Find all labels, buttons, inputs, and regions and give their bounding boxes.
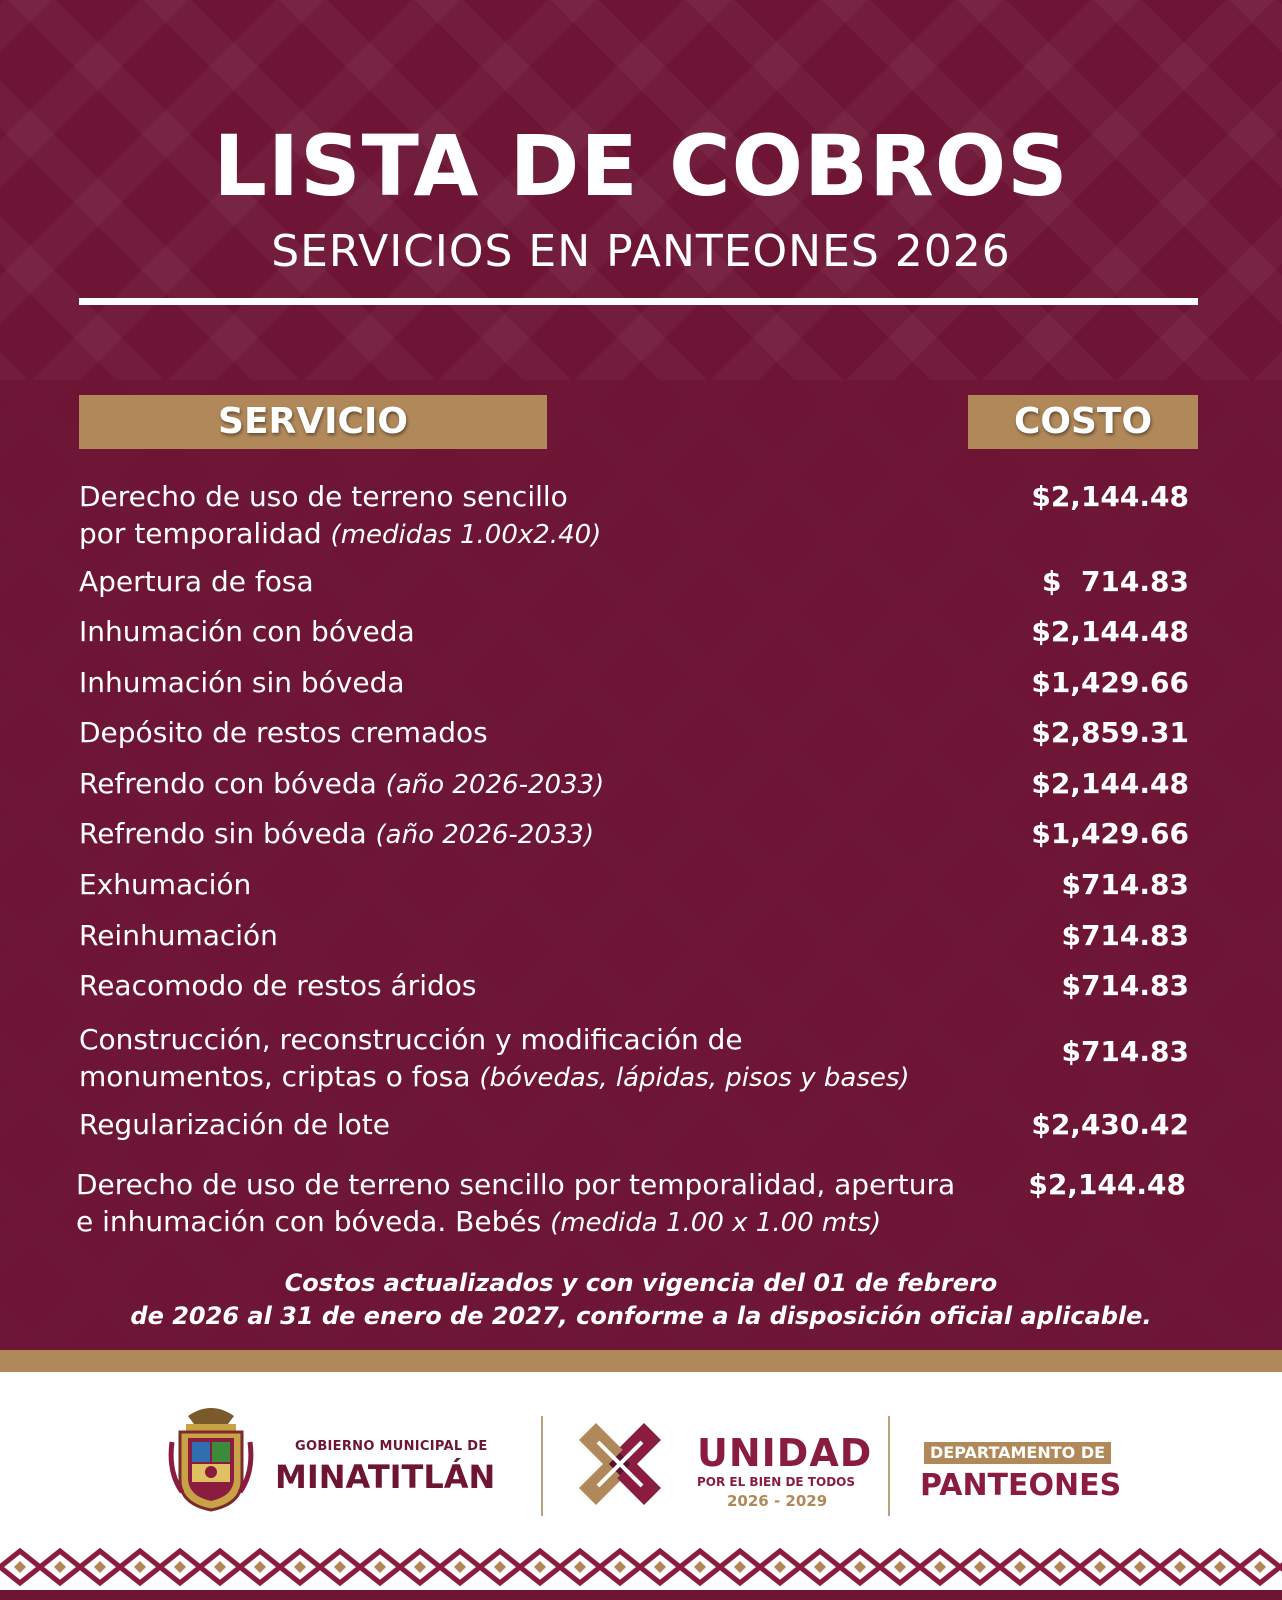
price-cell: $1,429.66 bbox=[1031, 666, 1189, 699]
minatitlan-coat-of-arms-icon bbox=[168, 1402, 254, 1514]
service-cell bbox=[79, 563, 1009, 600]
disclaimer-line2: de 2026 al 31 de enero de 2027, conforme a la disposición oficial aplicable. bbox=[130, 1302, 1152, 1330]
price-cell: $ 714.83 bbox=[1041, 565, 1189, 598]
service-name: Derecho de uso de terreno sencillo bbox=[79, 480, 568, 513]
gov-small-label: GOBIERNO MUNICIPAL DE bbox=[295, 1439, 488, 1454]
service-cell bbox=[79, 967, 1009, 1004]
service-name: Refrendo sin bóveda bbox=[79, 817, 367, 850]
service-name: Reinhumación bbox=[79, 919, 278, 952]
footer-divider bbox=[541, 1416, 543, 1516]
service-note: (medidas 1.00x2.40) bbox=[330, 520, 602, 550]
service-cell bbox=[79, 815, 1009, 854]
unidad-logo-icon bbox=[568, 1412, 672, 1516]
price-cell: $714.83 bbox=[1061, 1035, 1189, 1068]
service-name: Reacomodo de restos áridos bbox=[79, 969, 477, 1002]
service-name: Refrendo con bóveda bbox=[79, 767, 377, 800]
service-note: (año 2026-2033) bbox=[375, 820, 595, 850]
price-cell: $2,430.42 bbox=[1031, 1108, 1189, 1141]
price-cell: $714.83 bbox=[1061, 868, 1189, 901]
department-small-label: DEPARTAMENTO DE bbox=[924, 1442, 1111, 1464]
service-cell bbox=[79, 1106, 1009, 1143]
service-name: Inhumación con bóveda bbox=[79, 615, 415, 648]
price-cell: $2,144.48 bbox=[1031, 615, 1189, 648]
disclaimer bbox=[0, 1267, 1282, 1333]
service-name-line2: por temporalidad bbox=[79, 517, 322, 550]
service-name-line2: e inhumación con bóveda. Bebés bbox=[76, 1205, 542, 1238]
unidad-years: 2026 - 2029 bbox=[727, 1492, 828, 1510]
service-name-line2: monumentos, criptas o fosa bbox=[79, 1060, 471, 1093]
title-divider bbox=[79, 298, 1198, 305]
service-cell bbox=[79, 866, 1009, 903]
unidad-label: UNIDAD bbox=[697, 1431, 873, 1475]
department-big-label: PANTEONES bbox=[920, 1468, 1122, 1503]
price-cell: $714.83 bbox=[1061, 969, 1189, 1002]
page-subtitle: SERVICIOS EN PANTEONES 2026 bbox=[271, 226, 1011, 277]
service-name: Exhumación bbox=[79, 868, 252, 901]
price-cell: $2,144.48 bbox=[1028, 1168, 1186, 1201]
page-title: LISTA DE COBROS bbox=[213, 117, 1069, 215]
service-name: Depósito de restos cremados bbox=[79, 716, 488, 749]
service-cell bbox=[79, 1021, 1009, 1097]
disclaimer-line1: Costos actualizados y con vigencia del 01 de febrero bbox=[284, 1269, 998, 1297]
service-cell bbox=[76, 1166, 1036, 1242]
service-name: Construcción, reconstrucción y modificación de bbox=[79, 1023, 743, 1056]
footer-divider bbox=[888, 1416, 890, 1516]
price-cell: $2,859.31 bbox=[1031, 716, 1189, 749]
service-note: (bóvedas, lápidas, pisos y bases) bbox=[479, 1063, 910, 1093]
price-cell: $714.83 bbox=[1061, 919, 1189, 952]
service-name: Inhumación sin bóveda bbox=[79, 666, 405, 699]
service-name: Regularización de lote bbox=[79, 1108, 390, 1141]
column-header-service: SERVICIO bbox=[79, 395, 547, 449]
price-cell: $2,144.48 bbox=[1031, 767, 1189, 800]
decorative-pattern-border bbox=[0, 1545, 1282, 1590]
service-cell bbox=[79, 478, 1009, 554]
service-cell bbox=[79, 664, 1009, 701]
service-note: (año 2026-2033) bbox=[385, 770, 605, 800]
unidad-sublabel: POR EL BIEN DE TODOS bbox=[697, 1475, 855, 1489]
service-cell bbox=[79, 765, 1009, 804]
gov-big-label: MINATITLÁN bbox=[275, 1458, 496, 1496]
service-cell bbox=[79, 613, 1009, 650]
column-header-cost: COSTO bbox=[968, 395, 1198, 449]
service-note: (medida 1.00 x 1.00 mts) bbox=[550, 1208, 882, 1238]
service-name: Derecho de uso de terreno sencillo por temporalidad, apertura bbox=[76, 1168, 956, 1201]
service-cell bbox=[79, 714, 1009, 751]
service-name: Apertura de fosa bbox=[79, 565, 314, 598]
price-cell: $1,429.66 bbox=[1031, 817, 1189, 850]
service-cell bbox=[79, 917, 1009, 954]
gold-band bbox=[0, 1350, 1282, 1372]
bottom-bar bbox=[0, 1590, 1282, 1600]
price-cell: $2,144.48 bbox=[1031, 480, 1189, 513]
